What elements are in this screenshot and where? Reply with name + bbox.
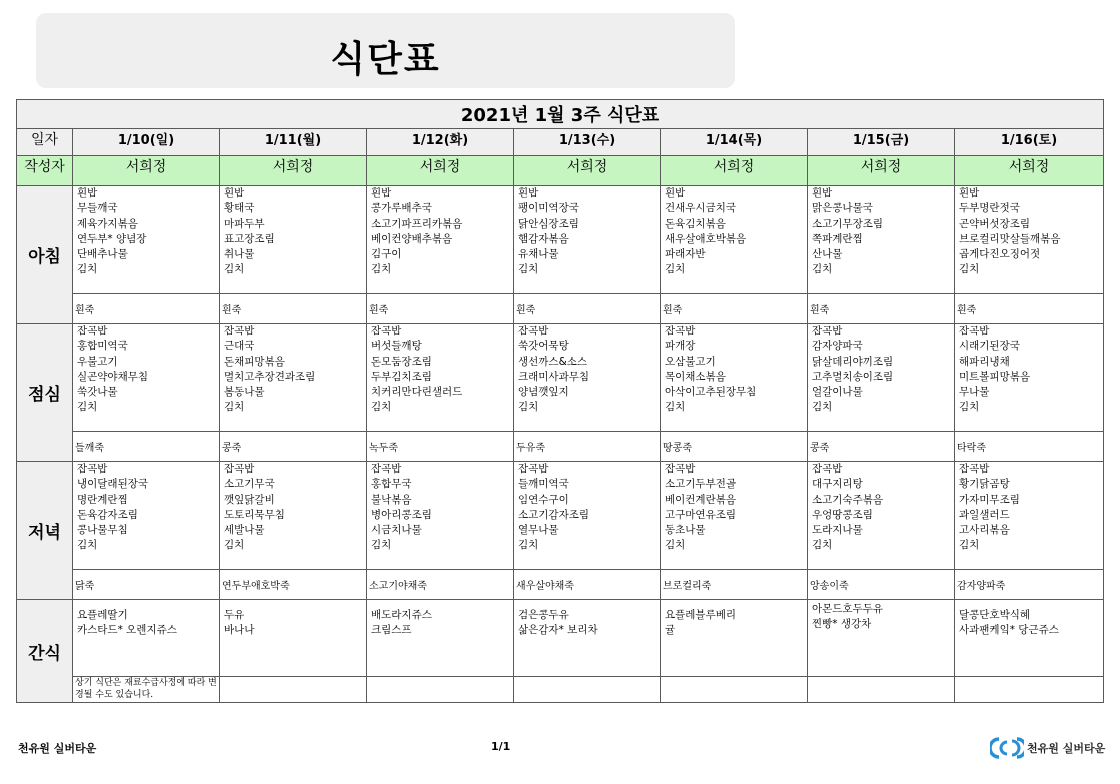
day-date: 1/13(수) (514, 129, 661, 156)
menu-item: 잡곡밥 (959, 325, 990, 337)
empty-cell (955, 677, 1104, 703)
writer-label: 작성자 (17, 156, 73, 186)
menu-item: 새우살애호박볶음 (665, 232, 747, 245)
menu-item: 잡곡밥 (959, 463, 990, 475)
menu-item: 고구마연유조림 (665, 508, 737, 521)
menu-item: 단배추나물 (77, 248, 128, 261)
menu-item: 황태국 (224, 202, 255, 215)
menu-item: 크래미사과무침 (518, 370, 590, 383)
menu-item: 잡곡밥 (518, 325, 549, 337)
menu-cell (367, 462, 514, 570)
menu-item: 닭살데리야끼조림 (812, 355, 894, 368)
menu-item: 쑥갓나물 (77, 386, 118, 399)
porridge-cell: 흰죽 (808, 294, 955, 324)
page-number: 1/1 (491, 740, 511, 753)
date-row (17, 129, 1104, 156)
menu-item: 쪽파계란찜 (812, 232, 863, 245)
porridge-cell: 들깨죽 (73, 432, 220, 462)
menu-item: 잡곡밥 (812, 325, 843, 337)
menu-item: 잡곡밥 (77, 463, 108, 475)
menu-item: 돈모둠장조림 (371, 355, 432, 368)
snack-cell (514, 600, 661, 677)
org-logo (990, 736, 1105, 760)
porridge-cell: 흰죽 (661, 294, 808, 324)
menu-cell (73, 186, 220, 294)
menu-item: 김치 (518, 539, 539, 552)
menu-item: 흰밥 (665, 187, 686, 199)
snack-cell (808, 600, 955, 677)
menu-item: 가자미무조림 (959, 493, 1020, 506)
menu-item: 과일샐러드 (959, 508, 1010, 521)
snack-item: 요플레블루베리 (665, 609, 737, 621)
lunch-porridge-row (17, 432, 1104, 462)
menu-item: 생선까스&소스 (518, 355, 588, 368)
breakfast-label: 아침 (17, 186, 73, 324)
day-date: 1/14(목) (661, 129, 808, 156)
menu-item: 홍합미역국 (77, 340, 128, 353)
breakfast-porridge-row (17, 294, 1104, 324)
menu-item: 김치 (812, 263, 833, 276)
snack-label: 간식 (17, 600, 73, 703)
porridge-cell: 녹두죽 (367, 432, 514, 462)
menu-item: 봄동나물 (224, 386, 265, 399)
porridge-cell: 흰죽 (955, 294, 1104, 324)
porridge-cell: 닭죽 (73, 570, 220, 600)
menu-cell (514, 324, 661, 432)
menu-item: 흰밥 (959, 187, 980, 199)
menu-item: 소고기무장조림 (812, 217, 884, 230)
day-date: 1/15(금) (808, 129, 955, 156)
menu-cell (220, 324, 367, 432)
menu-item: 산나물 (812, 248, 843, 261)
menu-item: 근대국 (224, 340, 255, 353)
day-writer: 서희정 (955, 156, 1104, 186)
menu-item: 베이컨계란볶음 (665, 493, 737, 506)
menu-cell (220, 462, 367, 570)
menu-item: 잡곡밥 (665, 325, 696, 337)
menu-item: 김치 (665, 539, 686, 552)
menu-item: 실곤약야채무침 (77, 370, 149, 383)
menu-item: 김치 (371, 539, 392, 552)
menu-cell (808, 462, 955, 570)
menu-item: 잡곡밥 (812, 463, 843, 475)
menu-item: 건새우시금치국 (665, 202, 737, 215)
snack-item: 바나나 (224, 624, 255, 637)
menu-item: 두부명란젓국 (959, 202, 1020, 215)
menu-item: 브로컬리맛살들깨볶음 (959, 232, 1061, 245)
logo-text: 천유원 실버타운 (1027, 742, 1106, 755)
week-title-row (17, 100, 1104, 129)
title-banner (36, 13, 735, 88)
snack-item: 크림스프 (371, 624, 412, 637)
menu-cell (514, 462, 661, 570)
menu-cell (661, 462, 808, 570)
menu-item: 취나물 (224, 248, 255, 261)
menu-item: 흰밥 (518, 187, 539, 199)
porridge-cell: 흰죽 (220, 294, 367, 324)
snack-cell (955, 600, 1104, 677)
menu-item: 얼갈이나물 (812, 386, 863, 399)
menu-item: 김치 (224, 401, 245, 414)
menu-item: 맑은콩나물국 (812, 202, 873, 215)
empty-cell (514, 677, 661, 703)
menu-item: 김치 (371, 263, 392, 276)
menu-item: 멸치고추장견과조림 (224, 370, 316, 383)
menu-item: 잡곡밥 (77, 325, 108, 337)
menu-cell (73, 462, 220, 570)
porridge-cell: 두유죽 (514, 432, 661, 462)
porridge-cell: 감자양파죽 (955, 570, 1104, 600)
menu-item: 유채나물 (518, 248, 559, 261)
menu-change-note: 상기 식단은 재료수급사정에 따라 변경될 수도 있습니다. (73, 677, 220, 703)
menu-item: 김치 (518, 401, 539, 414)
lunch-label: 점심 (17, 324, 73, 462)
menu-item: 열무나물 (518, 524, 559, 537)
porridge-cell: 콩죽 (220, 432, 367, 462)
menu-item: 김치 (665, 401, 686, 414)
menu-item: 마파두부 (224, 217, 265, 230)
lunch-row (17, 324, 1104, 432)
menu-item: 잡곡밥 (371, 325, 402, 337)
menu-item: 김치 (224, 539, 245, 552)
snack-cell (73, 600, 220, 677)
menu-item: 팽이미역장국 (518, 202, 579, 215)
menu-item: 돈육김치볶음 (665, 217, 726, 230)
writer-row (17, 156, 1104, 186)
dinner-label: 저녁 (17, 462, 73, 600)
menu-item: 버섯들깨탕 (371, 340, 422, 353)
menu-item: 김치 (959, 263, 980, 276)
menu-item: 양념깻잎지 (518, 386, 569, 399)
porridge-cell: 타락죽 (955, 432, 1104, 462)
menu-item: 도라지나물 (812, 524, 863, 537)
menu-item: 명란계란찜 (77, 493, 128, 506)
snack-cell (220, 600, 367, 677)
menu-cell (367, 186, 514, 294)
menu-cell (367, 324, 514, 432)
menu-item: 동초나물 (665, 524, 706, 537)
menu-item: 햄감자볶음 (518, 232, 569, 245)
day-writer: 서희정 (220, 156, 367, 186)
menu-item: 콩나물무침 (77, 524, 128, 537)
menu-cell (220, 186, 367, 294)
menu-item: 베이컨양배추볶음 (371, 232, 453, 245)
snack-cell (661, 600, 808, 677)
day-writer: 서희정 (73, 156, 220, 186)
menu-item: 황기닭곰탕 (959, 478, 1010, 491)
empty-cell (367, 677, 514, 703)
empty-cell (220, 677, 367, 703)
menu-item: 콩가루배추국 (371, 202, 432, 215)
menu-item: 김치 (77, 263, 98, 276)
menu-item: 흰밥 (77, 187, 98, 199)
menu-item: 소고기파프리카볶음 (371, 217, 463, 230)
menu-item: 김치 (812, 539, 833, 552)
day-writer: 서희정 (808, 156, 955, 186)
menu-cell (808, 186, 955, 294)
day-writer: 서희정 (367, 156, 514, 186)
menu-item: 김치 (665, 263, 686, 276)
menu-item: 김치 (518, 263, 539, 276)
menu-cell (808, 324, 955, 432)
menu-item: 냉이달래된장국 (77, 478, 149, 491)
snack-item: 삶은감자* 보리차 (518, 624, 598, 637)
menu-cell (73, 324, 220, 432)
menu-cell (514, 186, 661, 294)
snack-row (17, 600, 1104, 677)
snack-item: 두유 (224, 609, 245, 621)
menu-item: 제육가지볶음 (77, 217, 138, 230)
snack-item: 달콩단호박식혜 (959, 609, 1031, 621)
menu-item: 김치 (959, 539, 980, 552)
porridge-cell: 앙송이죽 (808, 570, 955, 600)
menu-item: 소고기감자조림 (518, 508, 590, 521)
menu-item: 잡곡밥 (224, 463, 255, 475)
menu-item: 파개장 (665, 340, 696, 353)
menu-item: 김치 (77, 401, 98, 414)
menu-item: 오삼불고기 (665, 355, 716, 368)
menu-item: 잡곡밥 (371, 463, 402, 475)
empty-cell (661, 677, 808, 703)
menu-item: 곱게다진오징어젓 (959, 248, 1041, 261)
menu-item: 깻잎닭갈비 (224, 493, 275, 506)
menu-item: 잡곡밥 (224, 325, 255, 337)
logo-mark-icon (990, 737, 1024, 759)
menu-item: 치커리만다린샐러드 (371, 386, 463, 399)
menu-item: 닭안심장조림 (518, 217, 579, 230)
day-date: 1/10(일) (73, 129, 220, 156)
footer-org: 천유원 실버타운 (18, 742, 97, 755)
snack-item: 찐빵* 생강차 (812, 618, 872, 631)
menu-item: 홍합무국 (371, 478, 412, 491)
menu-item: 감자양파국 (812, 340, 863, 353)
menu-item: 쑥갓어묵탕 (518, 340, 569, 353)
porridge-cell: 소고기야채죽 (367, 570, 514, 600)
menu-item: 돈육감자조림 (77, 508, 138, 521)
breakfast-row (17, 186, 1104, 294)
menu-item: 돈채피망볶음 (224, 355, 285, 368)
menu-item: 대구지리탕 (812, 478, 863, 491)
snack-item: 요플레딸기 (77, 609, 128, 621)
dinner-row (17, 462, 1104, 570)
day-date: 1/11(월) (220, 129, 367, 156)
menu-item: 김구이 (371, 248, 402, 261)
menu-item: 연두부* 양념장 (77, 232, 147, 245)
menu-item: 곤약버섯장조림 (959, 217, 1031, 230)
menu-item: 불낙볶음 (371, 493, 412, 506)
date-label: 일자 (17, 129, 73, 156)
menu-item: 잡곡밥 (665, 463, 696, 475)
menu-item: 임연수구이 (518, 493, 569, 506)
menu-item: 무나물 (959, 386, 990, 399)
empty-cell (808, 677, 955, 703)
menu-cell (955, 324, 1104, 432)
snack-item: 귤 (665, 624, 676, 637)
menu-item: 파래자반 (665, 248, 706, 261)
menu-item: 김치 (224, 263, 245, 276)
menu-item: 흰밥 (224, 187, 245, 199)
snack-item: 배도라지쥬스 (371, 609, 432, 621)
porridge-cell: 콩죽 (808, 432, 955, 462)
day-date: 1/12(화) (367, 129, 514, 156)
menu-cell (661, 324, 808, 432)
porridge-cell: 연두부애호박죽 (220, 570, 367, 600)
dinner-porridge-row (17, 570, 1104, 600)
menu-item: 우불고기 (77, 355, 118, 368)
day-writer: 서희정 (661, 156, 808, 186)
menu-item: 목이채소볶음 (665, 370, 726, 383)
menu-item: 들깨미역국 (518, 478, 569, 491)
snack-item: 카스타드* 오렌지쥬스 (77, 624, 177, 637)
menu-item: 흰밥 (371, 187, 392, 199)
week-title: 2021년 1월 3주 식단표 (17, 100, 1104, 129)
menu-item: 병아리콩조림 (371, 508, 432, 521)
day-date: 1/16(토) (955, 129, 1104, 156)
porridge-cell: 흰죽 (73, 294, 220, 324)
menu-item: 시금치나물 (371, 524, 422, 537)
porridge-cell: 흰죽 (367, 294, 514, 324)
menu-cell (955, 186, 1104, 294)
menu-item: 흰밥 (812, 187, 833, 199)
menu-item: 김치 (77, 539, 98, 552)
menu-item: 고추멸치송이조림 (812, 370, 894, 383)
menu-item: 김치 (371, 401, 392, 414)
page-title: 식단표 (330, 39, 441, 80)
menu-item: 김치 (812, 401, 833, 414)
menu-item: 세발나물 (224, 524, 265, 537)
menu-item: 우엉땅콩조림 (812, 508, 873, 521)
menu-item: 고사리볶음 (959, 524, 1010, 537)
menu-item: 무들깨국 (77, 202, 118, 215)
menu-item: 김치 (959, 401, 980, 414)
menu-item: 시래기된장국 (959, 340, 1020, 353)
menu-item: 소고기무국 (224, 478, 275, 491)
menu-item: 두부김치조림 (371, 370, 432, 383)
snack-cell (367, 600, 514, 677)
porridge-cell: 흰죽 (514, 294, 661, 324)
menu-item: 소고기두부전골 (665, 478, 737, 491)
menu-item: 미트볼피망볶음 (959, 370, 1031, 383)
snack-item: 아몬드호두두유 (812, 603, 884, 615)
snack-item: 검은콩두유 (518, 609, 569, 621)
menu-table (16, 99, 1104, 703)
note-row (17, 677, 1104, 703)
porridge-cell: 브로컬리죽 (661, 570, 808, 600)
menu-item: 잡곡밥 (518, 463, 549, 475)
menu-cell (955, 462, 1104, 570)
day-writer: 서희정 (514, 156, 661, 186)
menu-item: 소고기숙주볶음 (812, 493, 884, 506)
menu-item: 표고장조림 (224, 232, 275, 245)
menu-item: 해파리냉채 (959, 355, 1010, 368)
menu-item: 도토리묵무침 (224, 508, 285, 521)
porridge-cell: 땅콩죽 (661, 432, 808, 462)
porridge-cell: 새우살야채죽 (514, 570, 661, 600)
menu-item: 아삭이고추된장무침 (665, 386, 757, 399)
menu-cell (661, 186, 808, 294)
snack-item: 사과팬케잌* 당근쥬스 (959, 624, 1059, 637)
